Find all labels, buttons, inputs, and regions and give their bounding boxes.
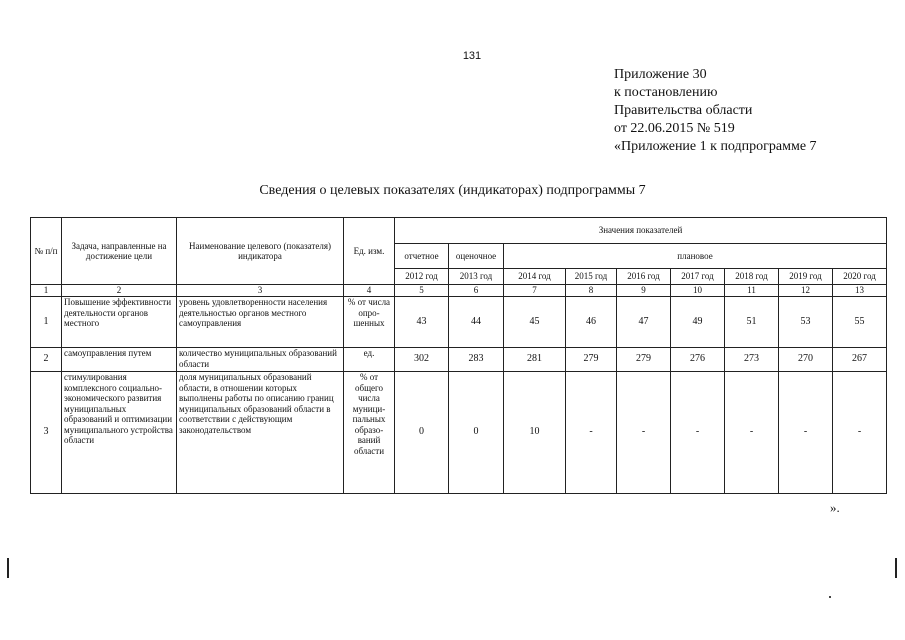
value-cell: 283 [449,348,504,372]
col-number: 1 [31,285,62,297]
col-number: 10 [671,285,725,297]
row-num: 3 [31,372,62,494]
appendix-line: «Приложение 1 к подпрограмме 7 [614,139,817,154]
value-cell: - [779,372,833,494]
value-cell: 279 [617,348,671,372]
header-values: Значения показателей [395,218,887,244]
header-year: 2015 год [566,269,617,285]
value-cell: 0 [395,372,449,494]
value-cell: 47 [617,297,671,348]
value-cell: 51 [725,297,779,348]
row-num: 1 [31,297,62,348]
row-num: 2 [31,348,62,372]
value-cell: 276 [671,348,725,372]
header-year: 2020 год [833,269,887,285]
col-number: 2 [62,285,177,297]
header-year: 2017 год [671,269,725,285]
value-cell: 279 [566,348,617,372]
header-year: 2012 год [395,269,449,285]
header-num: № п/п [31,218,62,285]
table-row [31,372,887,494]
appendix-line: Правительства области [614,103,753,118]
col-number: 8 [566,285,617,297]
value-cell: 10 [504,372,566,494]
unit-cell: ед. [344,348,395,372]
closing-quote: ». [830,500,840,515]
value-cell: - [617,372,671,494]
value-cell: 270 [779,348,833,372]
value-cell: - [671,372,725,494]
document-title: Сведения о целевых показателях (индикаторах) подпрограммы 7 [259,183,646,198]
col-number: 7 [504,285,566,297]
indicator-cell: количество муниципальных образований области [177,348,344,372]
value-cell: 55 [833,297,887,348]
value-cell: 46 [566,297,617,348]
header-task: Задача, направленные на достижение цели [62,218,177,285]
value-cell: 281 [504,348,566,372]
header-planned: плановое [504,244,887,269]
value-cell: 43 [395,297,449,348]
header-indicator: Наименование целевого (показателя) индикатора [177,218,344,285]
value-cell: - [725,372,779,494]
indicator-cell: уровень удовлетворенности населения деятельностью органов местного самоуправления [177,297,344,348]
col-number: 9 [617,285,671,297]
task-cell: Повышение эффективности деятельности органов местного [62,297,177,348]
col-number: 11 [725,285,779,297]
unit-cell: % от числа опро-шенных [344,297,395,348]
value-cell: 0 [449,372,504,494]
task-cell: стимулирования комплексного социально-экономического развития муниципальных образований и оптимизации муниципального устройства области [62,372,177,494]
header-year: 2016 год [617,269,671,285]
appendix-line: Приложение 30 [614,67,707,82]
appendix-line: от 22.06.2015 № 519 [614,121,735,136]
header-estimated: оценочное [449,244,504,269]
col-number: 13 [833,285,887,297]
col-number: 12 [779,285,833,297]
value-cell: - [833,372,887,494]
table-row [31,348,887,372]
value-cell: 302 [395,348,449,372]
header-unit: Ед. изм. [344,218,395,285]
appendix-block [614,66,817,156]
header-year: 2019 год [779,269,833,285]
scan-dot [829,596,831,598]
task-cell: самоуправления путем [62,348,177,372]
table-row [31,297,887,348]
value-cell: 44 [449,297,504,348]
col-number: 5 [395,285,449,297]
col-number: 6 [449,285,504,297]
indicators-table [30,217,887,494]
value-cell: 45 [504,297,566,348]
scan-mark-right [895,558,897,578]
header-year: 2013 год [449,269,504,285]
header-year: 2014 год [504,269,566,285]
col-number: 4 [344,285,395,297]
value-cell: 53 [779,297,833,348]
scan-mark-left [7,558,9,578]
unit-cell: % от общего числа муници-пальных образо-ваний области [344,372,395,494]
value-cell: - [566,372,617,494]
header-year: 2018 год [725,269,779,285]
value-cell: 49 [671,297,725,348]
col-number: 3 [177,285,344,297]
value-cell: 273 [725,348,779,372]
appendix-line: к постановлению [614,85,718,100]
value-cell: 267 [833,348,887,372]
indicator-cell: доля муниципальных образований области, в отношении которых выполнены работы по описанию границ муниципальных образований области в соответствии с действующим законодательством [177,372,344,494]
header-reported: отчетное [395,244,449,269]
page-number: 131 [462,50,482,62]
